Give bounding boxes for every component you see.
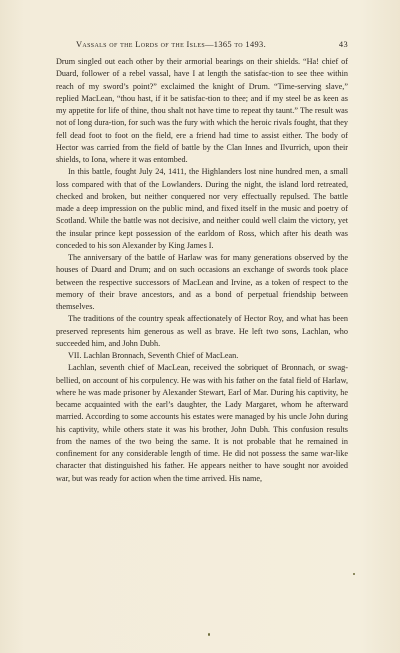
ink-speck: [353, 573, 355, 575]
paragraph: Drum singled out each other by their armorial bearings on their shields. “Ha! chief of Duard, follower of a rebel vassal, have I at length the satisfac-tion to see thee within reach of my sword’s point?” exclaimed the knight of Drum. “Time-serving slave,” replied MacLean, “thou hast, if it be satisfac-tion to thee; and if my steel be as keen as my appetite for life of thine, thou shalt not have time to repeat thy taunt.” The result was not of long dura-tion, for such was the fury with which the heroic rivals fought, that they fell dead foot to foot on the field, ere a friend had time to assist either. The body of Hector was carried from the field of battle by the Clan Innes and Ilvurrich, upon their shields, to Iona, where it was entombed.: [56, 57, 348, 164]
section-heading: VII. Lachlan Bronnach, Seventh Chief of MacLean.: [68, 351, 239, 360]
ink-speck: [208, 633, 210, 636]
running-title: Vassals of the Lords of the Isles—1365 to 1493.: [76, 40, 267, 49]
paragraph: Lachlan, seventh chief of MacLean, received the sobriquet of Bronnach, or swag-bellied, on account of his corpulency. He was with his father on the fatal field of Harlaw, where he was made prisoner by Alexander Stewart, Earl of Mar. During his captivity, he became acquainted with the earl’s daughter, the Lady Margaret, whom he afterward married. According to some accounts his estates were managed by his uncle John during his captivity, while others state it was his brother, John Dubh. This confusion results from the names of the two being the same. It is not probable that he remained in confinement for any considerable length of time. He did not possess the same war-like character that distinguished his father. He appears neither to have sought nor avoided war, but was ready for action when the time arrived. His name,: [56, 363, 348, 483]
page-number: 43: [338, 40, 348, 49]
body-text: [56, 56, 348, 485]
running-head: [56, 40, 348, 52]
paragraph: The traditions of the country speak affectionately of Hector Roy, and what has been preserved represents him generous as well as brave. He left two sons, Lachlan, who succeeded him, and John Dubh.: [56, 314, 348, 348]
paragraph: The anniversary of the battle of Harlaw was for many generations observed by the houses of Duard and Drum; and on such occasions an exchange of swords took place between the respective successors of MacLean and Irvine, as a token of respect to the memory of their brave ancestors, and as a bond of perpetual friendship between themselves.: [56, 253, 348, 311]
paragraph: In this battle, fought July 24, 1411, the Highlanders lost nine hundred men, a small loss compared with that of the Lowlanders. During the night, the island lord retreated, checked and broken, but neither conquered nor very effectually repulsed. The battle made a deep impression on the public mind, and fixed itself in the music and poetry of Scotland. While the battle was not decisive, and neither could well claim the victory, yet the insular prince kept possession of the earldom of Ross, which after his death was conceded to his son Alexander by King James I.: [56, 167, 348, 250]
